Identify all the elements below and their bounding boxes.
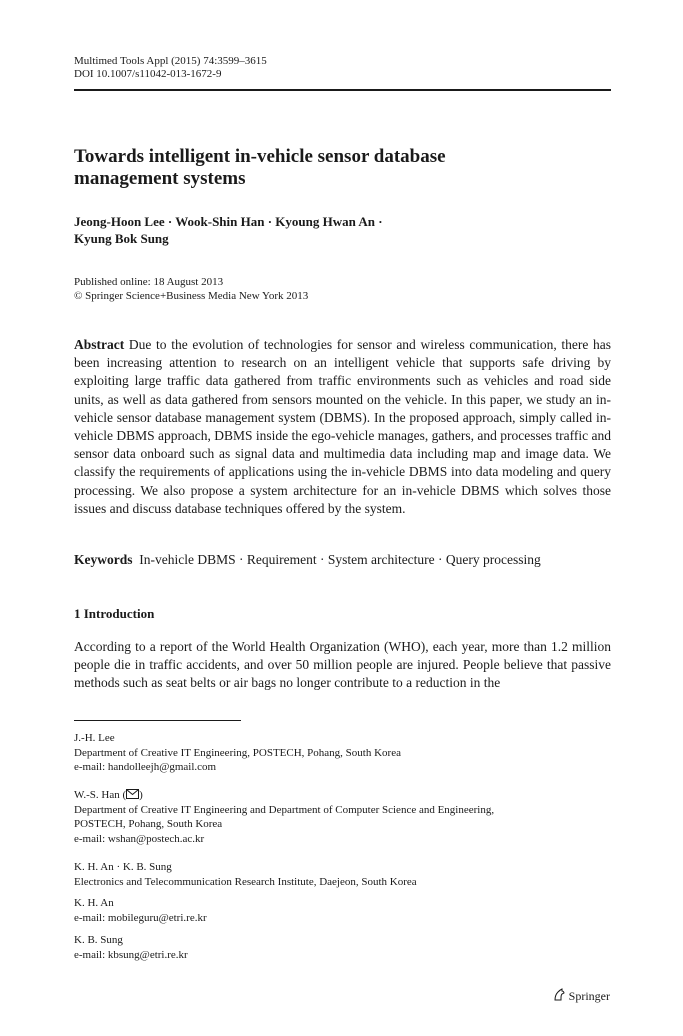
journal-citation: Multimed Tools Appl (2015) 74:3599–3615 — [74, 55, 267, 67]
affiliation-email: e-mail: mobileguru@etri.re.kr — [74, 911, 207, 924]
publication-info — [74, 275, 308, 303]
affiliation-email: e-mail: wshan@postech.ac.kr — [74, 832, 205, 845]
author-list — [74, 213, 614, 247]
affiliation-name: W.-S. Han ( ) — [74, 789, 143, 801]
introduction-text: According to a report of the World Health Organization (WHO), each year, more than 1.2 million people die in traffic accidents, and over 50 million people are injured. People believe that passive methods such as seat belts or air bags no longer contribute to a reduction in the — [74, 639, 611, 691]
doi: DOI 10.1007/s11042-013-1672-9 — [74, 68, 222, 80]
header-rule — [74, 89, 611, 91]
paper-title — [74, 146, 614, 190]
keywords-text: In-vehicle DBMS · Requirement · System architecture · Query processing — [139, 552, 541, 567]
title-line-1: Towards intelligent in-vehicle sensor database — [74, 146, 446, 167]
keywords-label: Keywords — [74, 552, 133, 567]
affiliation-an — [74, 896, 634, 925]
affiliation-email: e-mail: handolleejh@gmail.com — [74, 761, 217, 773]
copyright: © Springer Science+Business Media New York 2013 — [74, 290, 309, 302]
affiliation-an-sung — [74, 860, 634, 889]
affiliation-name: K. H. An — [74, 897, 114, 909]
abstract-text: Due to the evolution of technologies for sensor and wireless communication, there has been increasing attention to research on an intelligent vehicle that supports safe driving by exploiting large traffic data gathered from traffic environments such as vehicles and road side units, as well as data gathered from sensors mounted on the vehicle. In this paper, we study an in-vehicle sensor database management system (DBMS). In the proposed approach, simply called in-vehicle DBMS approach, DBMS inside the ego-vehicle manages, gathers, and processes traffic and sensor data onboard such as signal data and multimedia data including map and image data. We classify the requirements of applications using the in-vehicle DBMS into data modeling and query processing. We also propose a system architecture for an in-vehicle DBMS which solves those issues and discuss database techniques offered by the system. — [74, 337, 611, 516]
affiliation-sung — [74, 933, 634, 962]
title-line-2: management systems — [74, 168, 246, 189]
affiliation-dept-2: POSTECH, Pohang, South Korea — [74, 818, 223, 830]
springer-horse-icon — [552, 988, 566, 1002]
section-heading-introduction: 1 Introduction — [74, 606, 155, 621]
publisher-name: Springer — [568, 989, 610, 1003]
footnote-rule — [74, 720, 241, 721]
affiliation-name: K. H. An · K. B. Sung — [74, 861, 172, 873]
authors-line-1: Jeong-Hoon Lee · Wook-Shin Han · Kyoung Hwan An · — [74, 214, 383, 229]
affiliation-name: J.-H. Lee — [74, 732, 115, 744]
abstract-label: Abstract — [74, 337, 125, 352]
journal-header — [74, 55, 267, 81]
affiliation-han — [74, 788, 634, 846]
envelope-icon — [126, 789, 139, 799]
affiliation-name: K. B. Sung — [74, 934, 123, 946]
affiliation-email: e-mail: kbsung@etri.re.kr — [74, 948, 188, 961]
authors-line-2: Kyung Bok Sung — [74, 231, 169, 246]
keywords — [74, 551, 611, 568]
abstract — [74, 336, 611, 518]
published-date: Published online: 18 August 2013 — [74, 276, 224, 288]
affiliation-lee — [74, 731, 634, 775]
affiliation-dept: Department of Creative IT Engineering and Department of Computer Science and Engineering, — [74, 803, 495, 816]
affiliation-dept: Department of Creative IT Engineering, POSTECH, Pohang, South Korea — [74, 746, 401, 759]
publisher-logo — [552, 988, 610, 1003]
affiliation-dept: Electronics and Telecommunication Research Institute, Daejeon, South Korea — [74, 875, 417, 888]
